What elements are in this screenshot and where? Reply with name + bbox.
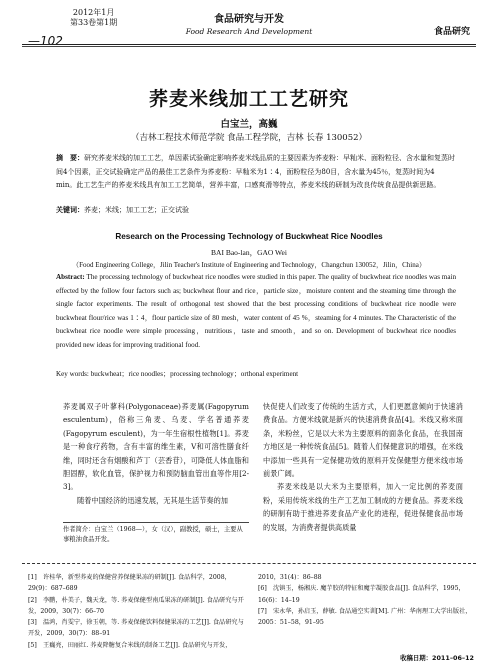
body-paragraph: 快促使人们改变了传统的生活方式，人们更愿意倾向于快速消费食品。方便米线就是新兴的快速消费食品[4]。米线又称米面条，米粉丝，它是以大米为主要原料的面条化食品，在我国南方地区是一种传统食品[5]。随着人们保健意识的增强，在米线中添加一些具有一定保健功效的原料开发保健型方便米线市场前景广阔。 [263,402,463,479]
reference-item: [1] 许桂华，新型荞麦的保健营养保健果冻的研制[J]. 食品科学，2008，29(9)：687–689 [28,574,231,593]
header-rule [22,44,476,45]
header-rule-thin [22,46,476,47]
abstract-text-en: The processing technology of buckwheat rice noodles were studied in this paper. The quality of buckwheat rice noodles was main effected by the follow four factors such as; buckwheat flour and rice，particle size，moisture content and the steaming time through the single factor experiments. The result of orthogonal test showed that the best processing conditions of buckwheat rice noodle were buckwheat flour/rice was 1∶4，flour particle size of 80 mesh，water content of 45 %，steaming for 4 minutes. The Characteristic of the buckwheat rice noodle were simple processing，nutritious，taste and smooth，and so on. Development of buckwheat rice noodles provided new ideas for improving traditional food. [56,273,456,349]
section-brand: 食品研究 [433,27,470,37]
keywords-cn [56,205,456,215]
abstract-text-cn: 研究荞麦米线的加工工艺，单因素试验确定影响荞麦米线品质的主要因素为荞麦粉：早籼米、面粉粒径、含水量和复蒸时间4个因素，正交试验确定产品的最佳工艺条件为荞麦粉：早籼米为1∶4，面粉粒径为80目，含水量为45％，复蒸时间为4 min。此工艺生产的荞麦米线具有加工工艺简单，营养丰富，口感爽滑等特点，荞麦米线的研制为改良传统食品提供新思路。 [56,154,455,189]
body-paragraph: 荞麦米线是以大米为主要原料，加入一定比例的荞麦面粉，采用传统米线的生产工艺加工制成的方便食品。荞麦米线的研制有助于推进荞麦食品产业化的进程，促进保健食品市场的发展，为消费者提供高质量 [263,482,463,532]
author-note: 作者简介：白宝兰（1968—），女（汉），副教授，硕士，主要从事粮油食品开发。 [63,522,249,545]
reference-item: [6] 沈镇玉，杨湘庆. 魔芋胶的特征和魔芋凝胶食品[J]. 食品科学，1995，16(6)：14–19 [258,585,465,604]
affiliation-en: （Food Engineering College，Jilin Teacher's Institute of Engineering and Technology，Changchun 130052，Jilin，China） [72,261,426,269]
reference-item: [3] 温鸿，肖雯宁，徐玉朝，等. 荞麦保健饮料保健果冻的工艺[J]. 食品研究与开发，2009，30(7)：88–91 [28,619,244,638]
abstract-label-en: Abstract: [56,273,85,281]
reference-item: [5] 王巍亮，田丽红. 荞麦降糖复合米线的制备工艺[J]. 食品研究与开发， [28,641,232,649]
body-paragraph: 随着中国经济的迅速发展，无其是生活节奏的加 [77,495,228,505]
authors-en: BAI Bao-lan，GAO Wei [211,248,287,257]
journal-name-cn: 食品研究与开发 [214,14,284,25]
keywords-label-en: Key words: [56,370,89,378]
abstract-label-cn: 摘 要： [56,154,84,162]
abstract-cn [56,152,456,193]
keywords-en [56,369,456,379]
affiliation-cn: （吉林工程技术师范学院 食品工程学院，吉林 长春 130052） [130,133,368,143]
references-right [258,572,474,628]
article-title-en: Research on the Processing Technology of Buckwheat Rice Noodles [115,232,383,241]
references-divider [22,563,476,564]
article-title-cn: 荞麦米线加工工艺研究 [148,88,349,110]
keywords-text-cn: 荞麦；米线；加工工艺；正交试验 [84,206,189,214]
reference-item: [2] 李鹏，朴美子，魏天龙，等. 荞麦保健型南瓜果冻的研制[J]. 食品研究与开发，2009，30(7)：66–70 [28,596,244,615]
authors-cn: 白宝兰，高巍 [220,119,278,130]
keywords-text-en: buckwheat；rice noodles；processing technology；orthonal experiment [90,370,299,378]
body-column-right [263,400,463,534]
keywords-label-cn: 关键词： [56,206,84,214]
received-date: 收稿日期：2011–06–12 [400,654,474,662]
abstract-en [56,271,456,352]
reference-item: [7] 宋永华，孙启玉，薛敏. 食品通空实训[M]. 广州：华南理工大学出版社，2005：51–58，91–95 [258,607,472,627]
issue-volume: 第33卷第1期 [70,18,118,27]
page-number: —102 [28,34,63,48]
issue-date: 2012年1月 [72,8,115,17]
references-left [28,572,246,651]
body-paragraph: 荞麦属双子叶蓼科(Polygonaceae)荞麦属(Fagopyrum esculentum)，俗称三角麦、乌麦、学名普通荞麦(Fagopyrum esculent)，为一年生宿根性植物[1]。荞麦是一种食疗药物，含有丰富的维生素，V和可溶性膳食纤维，同时还含有烟酸和芦丁（芸香苷），可降低人体血脂和胆固醇，软化血管，保护视力和预防脑血管出血等作用[2-3]。 [63,402,249,492]
reference-item: 2010，31(4)：86–88 [258,574,322,581]
body-column-left [63,400,249,507]
journal-name-en: Food Research And Development [185,27,313,36]
